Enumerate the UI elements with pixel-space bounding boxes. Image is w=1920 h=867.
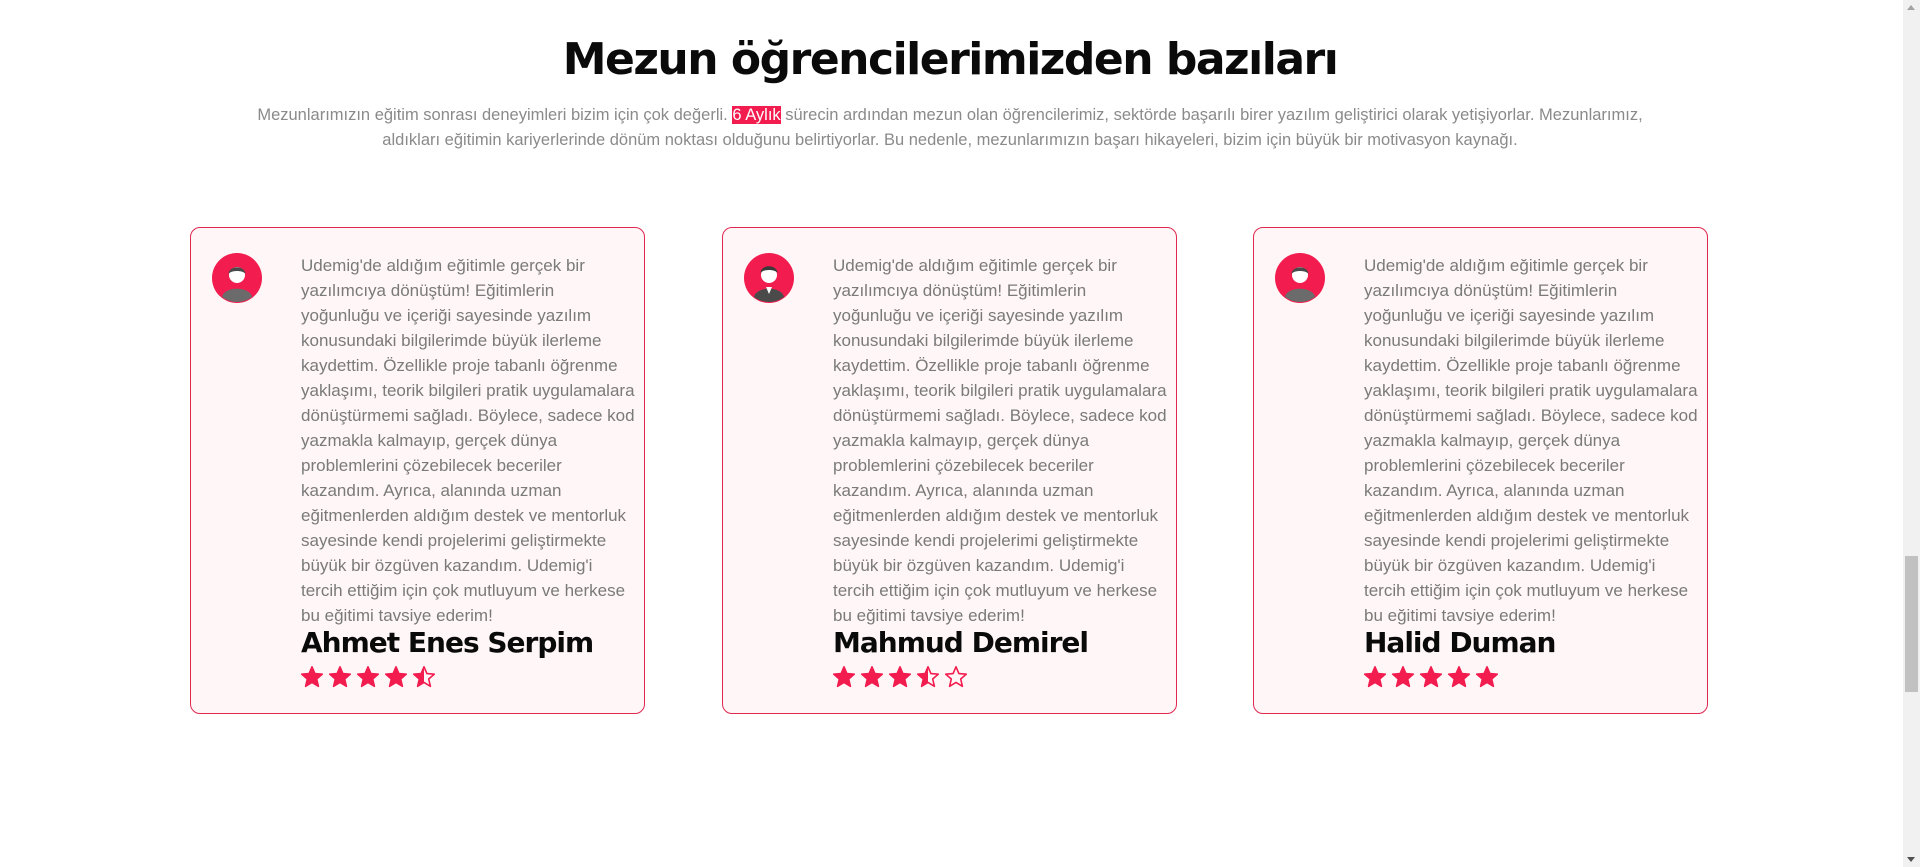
- intro-highlight: 6 Aylık: [732, 106, 781, 124]
- star-full-icon: [356, 665, 380, 689]
- star-full-icon: [300, 665, 324, 689]
- user-avatar-icon: [1275, 253, 1325, 303]
- star-full-icon: [1419, 665, 1443, 689]
- testimonial-author: Ahmet Enes Serpim: [301, 626, 594, 659]
- user-avatar-suit-icon: [744, 253, 794, 303]
- star-rating: [1363, 665, 1499, 689]
- star-rating: [300, 665, 436, 689]
- star-full-icon: [832, 665, 856, 689]
- intro-text-end: sürecin ardından mezun olan öğrencilerimiz, sektörde başarılı birer yazılım geliştirici olarak yetişiyorlar. Mezunlarımız, aldıkları eğitimin kariyerlerinde dönüm noktası olduğunu belirtiyorlar. Bu nedenle, mezunlarımızın başarı hikayeleri, bizim için büyük bir motivasyon kaynağı.: [382, 106, 1643, 149]
- user-avatar-icon: [212, 253, 262, 303]
- testimonial-card: [722, 227, 1177, 714]
- scroll-up-arrow-icon[interactable]: [1907, 5, 1915, 10]
- intro-text-start: Mezunlarımızın eğitim sonrası deneyimleri bizim için çok değerli.: [257, 106, 733, 124]
- star-full-icon: [1447, 665, 1471, 689]
- star-full-icon: [328, 665, 352, 689]
- star-full-icon: [384, 665, 408, 689]
- testimonial-text: Udemig'de aldığım eğitimle gerçek bir yazılımcıya dönüştüm! Eğitimlerin yoğunluğu ve içeriği sayesinde yazılım konusundaki bilgilerimde büyük ilerleme kaydettim. Özellikle proje tabanlı öğrenme yaklaşımı, teorik bilgileri pratik uygulamalara dönüştürmemi sağladı. Böylece, sadece kod yazmakla kalmayıp, gerçek dünya problemlerini çözebilecek beceriler kazandım. Ayrıca, alanında uzman eğitmenlerden aldığım destek ve mentorluk sayesinde kendi projelerimi geliştirmekte büyük bir özgüven kazandım. Udemig'i tercih ettiğim için çok mutluyum ve herkese bu eğitimi tavsiye ederim!: [1364, 256, 1698, 625]
- testimonial-text: Udemig'de aldığım eğitimle gerçek bir yazılımcıya dönüştüm! Eğitimlerin yoğunluğu ve içeriği sayesinde yazılım konusundaki bilgilerimde büyük ilerleme kaydettim. Özellikle proje tabanlı öğrenme yaklaşımı, teorik bilgileri pratik uygulamalara dönüştürmemi sağladı. Böylece, sadece kod yazmakla kalmayıp, gerçek dünya problemlerini çözebilecek beceriler kazandım. Ayrıca, alanında uzman eğitmenlerden aldığım destek ve mentorluk sayesinde kendi projelerimi geliştirmekte büyük bir özgüven kazandım. Udemig'i tercih ettiğim için çok mutluyum ve herkese bu eğitimi tavsiye ederim!: [833, 256, 1167, 625]
- testimonial-author: Halid Duman: [1364, 626, 1556, 659]
- star-full-icon: [1391, 665, 1415, 689]
- page-scrollbar[interactable]: [1903, 0, 1920, 867]
- testimonial-card: [190, 227, 645, 714]
- testimonial-author: Mahmud Demirel: [833, 626, 1088, 659]
- star-full-icon: [860, 665, 884, 689]
- testimonial-text: Udemig'de aldığım eğitimle gerçek bir yazılımcıya dönüştüm! Eğitimlerin yoğunluğu ve içeriği sayesinde yazılım konusundaki bilgilerimde büyük ilerleme kaydettim. Özellikle proje tabanlı öğrenme yaklaşımı, teorik bilgileri pratik uygulamalara dönüştürmemi sağladı. Böylece, sadece kod yazmakla kalmayıp, gerçek dünya problemlerini çözebilecek beceriler kazandım. Ayrıca, alanında uzman eğitmenlerden aldığım destek ve mentorluk sayesinde kendi projelerimi geliştirmekte büyük bir özgüven kazandım. Udemig'i tercih ettiğim için çok mutluyum ve herkese bu eğitimi tavsiye ederim!: [301, 256, 635, 625]
- testimonial-card: [1253, 227, 1708, 714]
- star-rating: [832, 665, 968, 689]
- section-intro: [235, 103, 1665, 153]
- star-empty-icon: [944, 665, 968, 689]
- star-full-icon: [1475, 665, 1499, 689]
- star-half-icon: [412, 665, 436, 689]
- star-full-icon: [888, 665, 912, 689]
- scroll-down-arrow-icon[interactable]: [1907, 857, 1915, 862]
- scrollbar-thumb[interactable]: [1905, 556, 1918, 692]
- star-full-icon: [1363, 665, 1387, 689]
- star-half-icon: [916, 665, 940, 689]
- section-title: Mezun öğrencilerimizden bazıları: [562, 34, 1338, 85]
